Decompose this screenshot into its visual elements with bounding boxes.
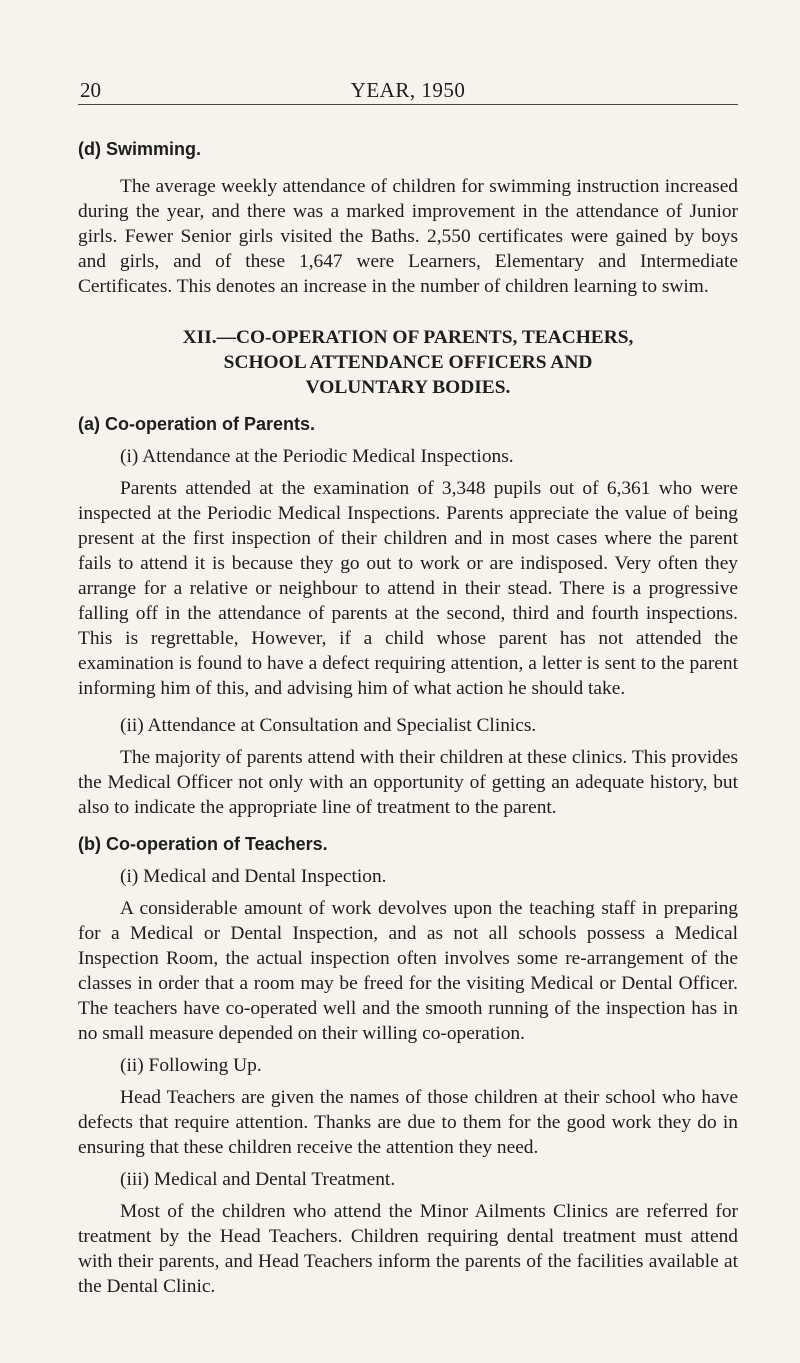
parents-paragraph-1: Parents attended at the examination of 3,348 pupils out of 6,361 who were inspected at the Periodic Medical Inspections. Parents appreciate the value of being present at the first inspection of their children and in most cases where the parent fails to attend it is because they go out to work or are indisposed. Very often they arrange for a relative or neighbour to attend in their stead. There is a progressive falling off in the attendance of parents at the second, third and fourth inspections. This is regrettable, However, if a child whose parent has not attended the examination is found to have a defect requiring attention, a letter is sent to the parent informing him of this, and advising him of what action he should take. (78, 478, 738, 699)
teachers-paragraph-1: A considerable amount of work devolves upon the teaching staff in preparing for a Medical or Dental Inspection, and as not all schools possess a Medical Inspection Room, the actual inspection often involves some re-arrangement of the classes in order that a room may be freed for the visiting Medical or Dental Officer. The teachers have co-operated well and the smooth running of the inspection has in no small measure depended on their willing co-operation. (78, 898, 738, 1044)
parents-heading: (a) Co-operation of Parents. (78, 414, 316, 434)
running-title: YEAR, 1950 (350, 78, 466, 102)
teachers-heading: (b) Co-operation of Teachers. (78, 834, 328, 854)
teachers-subheading-3: (iii) Medical and Dental Treatment. (120, 1169, 396, 1190)
parents-subheading-2: (ii) Attendance at Consultation and Specialist Clinics. (120, 715, 537, 736)
page-number: 20 (80, 78, 101, 102)
teachers-subheading-1: (i) Medical and Dental Inspection. (120, 866, 387, 887)
section-title-line-1: XII.—CO-OPERATION OF PARENTS, TEACHERS, (182, 327, 634, 348)
swimming-heading: (d) Swimming. (78, 139, 201, 159)
page-header (78, 78, 738, 105)
parents-paragraph-2: The majority of parents attend with their children at these clinics. This provides the Medical Officer not only with an opportunity of getting an adequate history, but also to indicate the appropriate line of treatment to the parent. (78, 747, 738, 818)
page-content (78, 137, 738, 1299)
teachers-paragraph-2: Head Teachers are given the names of those children at their school who have defects that require attention. Thanks are due to them for the good work they do in ensuring that these children receive the attention they need. (78, 1087, 738, 1158)
section-title-line-2: SCHOOL ATTENDANCE OFFICERS AND (223, 352, 593, 373)
swimming-paragraph: The average weekly attendance of children for swimming instruction increased during the year, and there was a marked improvement in the attendance of Junior girls. Fewer Senior girls visited the Baths. 2,550 certificates were gained by boys and girls, and of these 1,647 were Learners, Elementary and Intermediate Certificates. This denotes an increase in the number of children learning to swim. (78, 176, 738, 297)
section-title-line-3: VOLUNTARY BODIES. (305, 377, 511, 398)
teachers-subheading-2: (ii) Following Up. (120, 1055, 262, 1076)
parents-subheading-1: (i) Attendance at the Periodic Medical Inspections. (120, 446, 514, 467)
teachers-paragraph-3: Most of the children who attend the Minor Ailments Clinics are referred for treatment by the Head Teachers. Children requiring dental treatment must attend with their parents, and Head Teachers inform the parents of the facilities available at the Dental Clinic. (78, 1201, 738, 1297)
section-xii-title (78, 325, 738, 400)
